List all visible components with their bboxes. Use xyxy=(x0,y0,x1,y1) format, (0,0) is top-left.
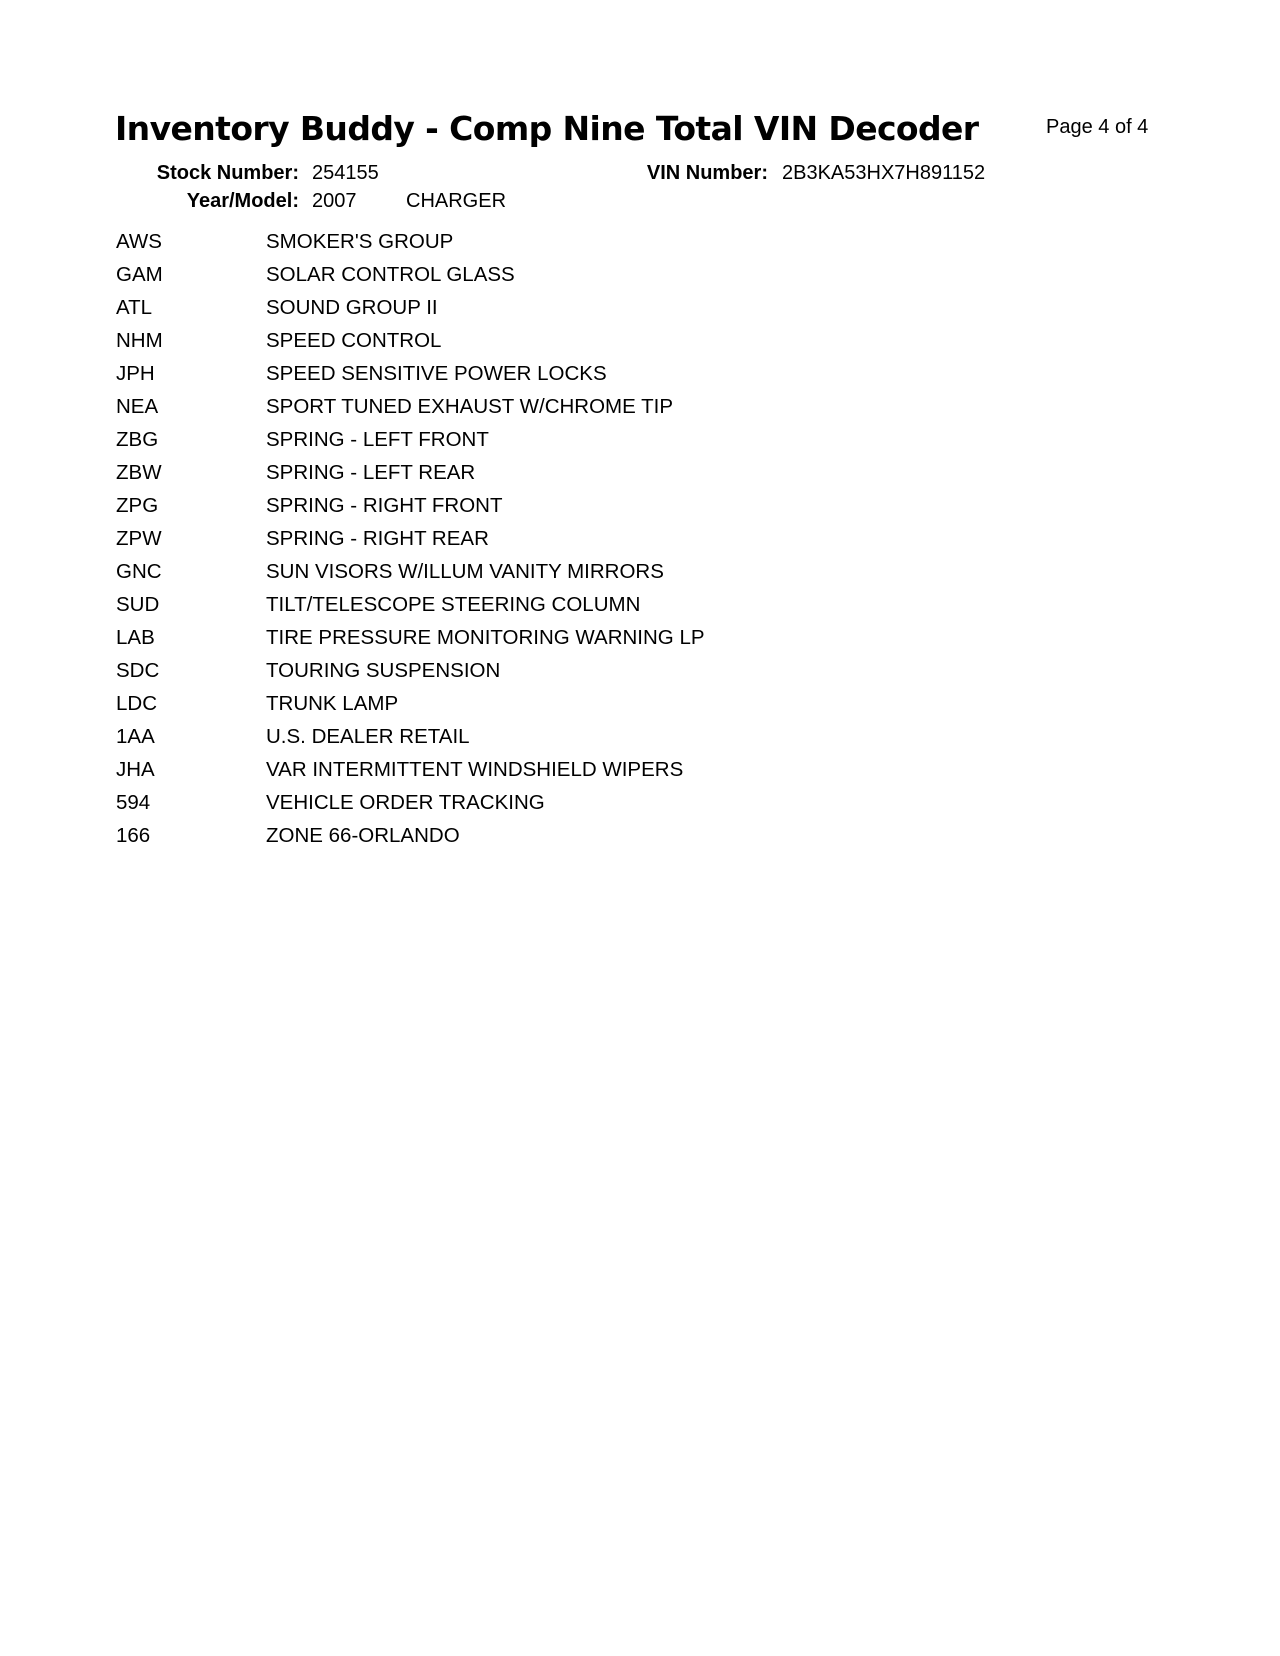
option-code: ZPG xyxy=(116,494,159,517)
option-description: TIRE PRESSURE MONITORING WARNING LP xyxy=(266,626,705,649)
year-value: 2007 xyxy=(312,190,357,212)
option-code: ATL xyxy=(116,296,153,319)
model-value: CHARGER xyxy=(406,190,507,212)
year-model-label: Year/Model: xyxy=(186,190,299,212)
option-code: ZBG xyxy=(116,428,159,451)
page-number: Page 4 of 4 xyxy=(1046,116,1149,138)
option-code: LDC xyxy=(116,692,158,715)
stock-number-label: Stock Number: xyxy=(156,162,299,184)
option-description: ZONE 66-ORLANDO xyxy=(266,824,460,847)
option-description: SOLAR CONTROL GLASS xyxy=(266,263,515,286)
vin-number-value: 2B3KA53HX7H891152 xyxy=(782,162,986,184)
option-code: NHM xyxy=(116,329,163,352)
option-description: SPRING - RIGHT FRONT xyxy=(266,494,503,517)
option-code: SDC xyxy=(116,659,160,682)
option-description: TILT/TELESCOPE STEERING COLUMN xyxy=(266,593,641,616)
option-code: GNC xyxy=(116,560,162,583)
option-description: VEHICLE ORDER TRACKING xyxy=(266,791,545,814)
option-description: TOURING SUSPENSION xyxy=(266,659,501,682)
option-code: ZPW xyxy=(116,527,162,550)
option-description: SOUND GROUP II xyxy=(266,296,438,319)
vin-number-label: VIN Number: xyxy=(646,162,768,184)
option-description: SPRING - LEFT FRONT xyxy=(266,428,489,451)
option-description: SPEED CONTROL xyxy=(266,329,442,352)
option-description: SPRING - RIGHT REAR xyxy=(266,527,489,550)
option-code: NEA xyxy=(116,395,159,418)
option-description: SPRING - LEFT REAR xyxy=(266,461,476,484)
option-code: SUD xyxy=(116,593,160,616)
option-code: ZBW xyxy=(116,461,162,484)
stock-number-value: 254155 xyxy=(312,162,379,184)
option-description: U.S. DEALER RETAIL xyxy=(266,725,470,748)
option-description: VAR INTERMITTENT WINDSHIELD WIPERS xyxy=(266,758,684,781)
option-code: GAM xyxy=(116,263,163,286)
option-code: 166 xyxy=(116,824,151,847)
option-code: AWS xyxy=(116,230,162,253)
option-code: 594 xyxy=(116,791,151,814)
option-code: LAB xyxy=(116,626,155,649)
option-description: SUN VISORS W/ILLUM VANITY MIRRORS xyxy=(266,560,664,583)
option-code: JPH xyxy=(116,362,155,385)
option-description: TRUNK LAMP xyxy=(266,692,399,715)
option-code: JHA xyxy=(116,758,155,781)
document-title: Inventory Buddy - Comp Nine Total VIN Decoder xyxy=(115,109,979,148)
option-description: SPEED SENSITIVE POWER LOCKS xyxy=(266,362,607,385)
option-code: 1AA xyxy=(116,725,155,748)
option-description: SPORT TUNED EXHAUST W/CHROME TIP xyxy=(266,395,674,418)
option-description: SMOKER'S GROUP xyxy=(266,230,454,253)
